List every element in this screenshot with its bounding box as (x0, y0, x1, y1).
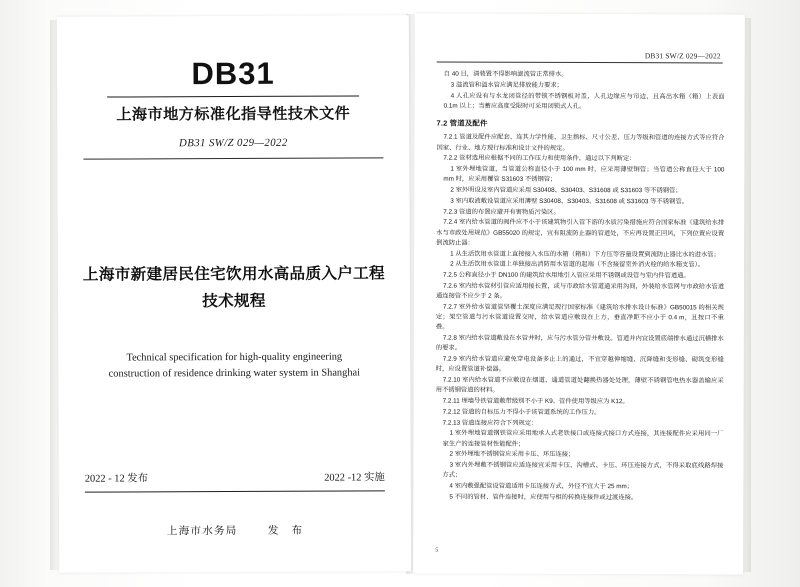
body-paragraph: 7.2.7 室外给水管道管坚覆土深度应满足现行国家标准《建筑给水排水设计标准》GB50015 的相关规定；架空管道与污水管道设置交时，给水管道应敷设在上方，垂直净距不应小于 0.4 m，且按口不重叠。 (435, 303, 724, 331)
body-paragraph: 2 室外埋地不锈钢管应采用卡压、环压连接； (449, 450, 575, 459)
body-paragraph: 7.2.4 室内给水管道的阀件应不小于该建筑物引入管下游的水质污染措施应符合国家标准《建筑给水排水与市政处用规范》GB55020 的规定，宜有阻流防止器的管道处，不应再设置正回风，下列位置应设置倒流防止器： (436, 219, 725, 247)
body-paragraph: 7.2.6 室内给水管材引管应适用接长置，或与市政给水管道通采用沟间，外装给水管网与市政给水管道通连接管不应少于 2 条。 (435, 282, 725, 300)
body-paragraph: 7.2.2 管材选用应根据不同的工作压力和使用条件，通过以下判断定： (443, 154, 636, 163)
body-paragraph: 7.2.1 管道及配件应配套、连其力学性能、卫生指标、尺寸公差、压力等级和管道的连接方式等应符合国家、行业、地方现行标准和设计文件的规定。 (436, 133, 725, 152)
body-paragraph: 自 40 目，清装置不得影响滤流管正常排水。 (443, 70, 568, 78)
body-paragraph: 4 室内敷强配管设管道适用卡压连接方式，外径不宜大于 25 mm； (449, 482, 634, 491)
running-header: DB31 SW/Z 029—2022 (644, 51, 721, 61)
document-title-line-2: 技术规程 (202, 293, 266, 311)
body-paragraph: 3 室内外埋敷不锈钢管应适连接宜采用卡压、沟槽式、卡压、环压连接方式，不得采取底线路焊接方式； (442, 461, 724, 479)
body-paragraph: 1 室外埋地管道钢铁管应采用地承人式老铁接口或连接式接口方式连接，其连接配件应采用同一厂家生产的连接管材性能配件； (442, 429, 724, 448)
cover-issuer (59, 522, 411, 539)
document-title (80, 260, 388, 316)
body-paragraph: 4 人孔应设有与水龙闭管径的带锁不锈钢板对盖，人孔边缘应与帘边，且高出水箱（箱）上表面 0.1m 以上；当蓄应高度受限时可采用闭锁式人孔。 (443, 92, 725, 110)
issuing-organization-line: 上海市地方标准化指导性技术文件 (116, 105, 351, 124)
document-title-english (92, 349, 376, 384)
body-paragraph: 7.2.11 埋墙导铁管道敷带级别不小于 K9、管件使用等级应为 K12。 (442, 397, 629, 406)
cover-divider-bottom (85, 490, 385, 492)
header-divider (437, 62, 723, 64)
cover-divider-top (107, 95, 359, 97)
body-paragraph: 3 室内取液敷设管道应采用薄壁 S30408、S30403、S31608 或 S31603 等不锈钢管。 (450, 197, 688, 206)
body-paragraph: 5 不同的管材、管件连接时，应使用与相的转换连接件或过渡连接。 (449, 493, 638, 502)
document-title-line-1: 上海市新建居民住宅饮用水高品质入户工程 (82, 265, 385, 284)
body-paragraph: 7.2.9 室内给水管道应避免穿电设备多止上的通过，不宜穿越伸缩缝、沉降缝和变形缝、砌筑变形缝时，应设置管道补偿器。 (435, 355, 724, 374)
effective-date: 2022 -12 实施 (324, 472, 385, 484)
issuer-suffix: 发 布 (267, 524, 304, 537)
body-paragraph: 3 溢流管和溢水管应满足排放能力要求； (450, 81, 563, 89)
body-paragraph: 7.2.13 管道连接应符合下列规定： (442, 419, 538, 427)
body-paragraph: 2 室外明设及室内管道应采用 S30408、S30403、S31608 或 S31603 等不锈钢管； (450, 186, 682, 195)
document-title-english-line-2: construction of residence drinking water system in Shanghai (108, 367, 361, 380)
body-paragraph: 7.2.5 公称直径小于 DN100 的建筑给水用地引入管应采用不锈钢或设管与室内件管道通。 (443, 271, 690, 280)
body-paragraph: 2 从生活饮用水管道上单独接出消防用水管道的起端（不含接留室外消火栓的给水箱支管）。 (450, 261, 705, 269)
body-paragraph: 7.2.3 管道的布置应避开有害物质污染区。 (443, 208, 560, 216)
cover-page (57, 15, 411, 573)
page-number: 5 (435, 547, 439, 554)
section-heading: 7.2 管道及配件 (436, 118, 488, 129)
standard-code: DB31 SW/Z 029—2022 (179, 136, 288, 150)
issuer-name: 上海市水务局 (166, 524, 238, 538)
body-paragraph: 7.2.12 管道的自标压力不得小于该管道系统的工作压力。 (442, 408, 601, 416)
content-page (413, 13, 745, 574)
standard-mark: DB31 (191, 55, 275, 92)
body-paragraph: 7.2.10 室内给水管道不应敷设在烟道、通道管道处翻换热器处处理，薄壁不锈钢管电热水器盖输应采用不锈钢管道的材料。 (435, 376, 724, 394)
body-paragraph: 7.2.8 室内给水管道敷设在水管井时，应与污水管分管并敷设。管道并内宜设置底端排水通过沉槽排水的要求。 (435, 334, 724, 352)
issue-date: 2022 - 12 发布 (84, 473, 149, 485)
page-body-text (435, 70, 724, 535)
body-paragraph: 1 从生活饮用水管道上直接接入水压的水箱（箱和）下方压等容量设置到流防止器比水的进水管； (450, 250, 720, 259)
document-title-english-line-1: Technical specification for high-quality engineering (126, 351, 343, 364)
body-paragraph: 1 室外埋地管道，当管道公称直径小于 100 mm 时，应采用薄壁铜管；当管道公称直径大于 100 mm 时，应采用覆管 S31603 不锈钢管； (443, 165, 725, 184)
cover-dates (85, 468, 385, 484)
cover-divider-mid (83, 157, 383, 159)
